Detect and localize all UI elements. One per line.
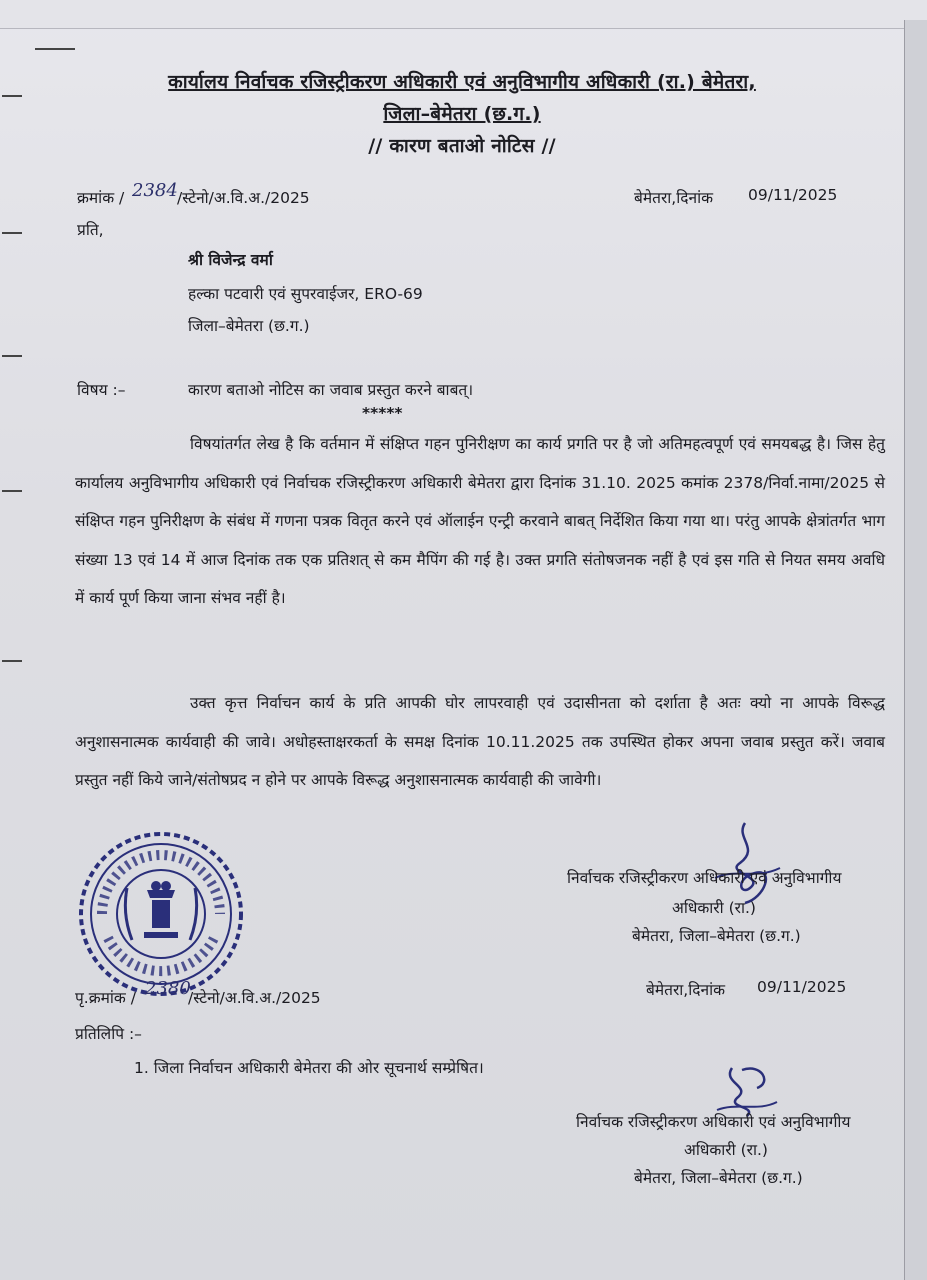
margin-mark (2, 232, 22, 234)
copy-label: प्रतिलिपि :– (75, 1025, 142, 1043)
copy-item-1: 1. जिला निर्वाचन अधिकारी बेमेतरा की ओर सूचनार्थ सम्प्रेषित। (134, 1059, 484, 1077)
subject-text: कारण बताओ नोटिस का जवाब प्रस्तुत करने बाबत्। (188, 381, 474, 399)
signature2-line2: अधिकारी (रा.) (684, 1141, 768, 1159)
margin-mark (35, 48, 75, 50)
copy-ref-number-handwritten: 2380 (145, 978, 191, 999)
signature2-line1: निर्वाचक रजिस्ट्रीकरण अधिकारी एवं अनुविभागीय (576, 1113, 851, 1131)
signature1-line1: निर्वाचक रजिस्ट्रीकरण अधिकारी एवं अनुविभागीय (567, 869, 842, 887)
office-seal (72, 828, 250, 1000)
body-paragraph-1: विषयांतर्गत लेख है कि वर्तमान में संक्षिप्त गहन पुनिरीक्षण का कार्य प्रगति पर है जो अतिमहत्वपूर्ण एवं समयबद्ध है। जिस हेतु कार्यालय अनुविभागीय अधिकारी एवं निर्वाचक रजिस्ट्रीकरण अधिकारी बेमेतरा द्वारा दिनांक 31.10. 2025 कमांक 2378/निर्वा.नामा/2025 से संक्षिप्त गहन पुनिरीक्षण के संबंध में गणना पत्रक वितृत करने एवं ऑलाईन एन्ट्री करवाने बाबत् निर्देशित किया गया था। परंतु आपके क्षेत्रांतर्गत भाग संख्या 13 एवं 14 में आज दिनांक तक एक प्रतिशत् से कम मैपिंग की गई है। उक्त प्रगति संतोषजनक नहीं है एवं इस गति से नियत समय अवधि में कार्य पूर्ण किया जाना संभव नहीं है। (75, 435, 885, 607)
office-district-heading: जिला–बेमेतरा (छ.ग.) (383, 103, 541, 125)
copy-ref-suffix: /स्टेनो/अ.वि.अ./2025 (188, 989, 321, 1007)
subject-stars: ***** (362, 404, 403, 422)
addressee-designation: हल्का पटवारी एवं सुपरवाईजर, ERO-69 (188, 285, 423, 303)
ref-date: 09/11/2025 (748, 186, 838, 204)
ref-date-label: बेमेतरा,दिनांक (634, 189, 714, 207)
margin-mark (2, 95, 22, 97)
signature1-line3: बेमेतरा, जिला–बेमेतरा (छ.ग.) (632, 927, 801, 945)
page-top-edge (0, 0, 927, 29)
signature2-line3: बेमेतरा, जिला–बेमेतरा (छ.ग.) (634, 1169, 803, 1187)
body-paragraph-2: उक्त कृत्त निर्वाचन कार्य के प्रति आपकी घोर लापरवाही एवं उदासीनता को दर्शाता है अतः क्यो ना आपके विरूद्ध अनुशासनात्मक कार्यवाही की जावे। अधोहस्ताक्षरकर्ता के समक्ष दिनांक 10.11.2025 तक उपस्थित होकर अपना जवाब प्रस्तुत करें। जवाब प्रस्तुत नहीं किये जाने/संतोषप्रद न होने पर आपके विरूद्ध अनुशासनात्मक कार्यवाही की जावेगी। (75, 694, 885, 789)
ref-label: क्रमांक / (77, 189, 125, 207)
subject-label: विषय :– (77, 381, 126, 399)
margin-mark (2, 355, 22, 357)
ref-number-handwritten: 2384 (132, 180, 178, 201)
margin-mark (2, 660, 22, 662)
to-label: प्रति, (77, 221, 104, 239)
margin-mark (2, 490, 22, 492)
copy-ref-date: 09/11/2025 (757, 978, 847, 996)
office-heading: कार्यालय निर्वाचक रजिस्ट्रीकरण अधिकारी एवं अनुविभागीय अधिकारी (रा.) बेमेतरा, (168, 71, 756, 93)
signature1-line2: अधिकारी (रा.) (672, 899, 756, 917)
copy-ref-label: पृ.क्रमांक / (75, 989, 136, 1007)
addressee-district: जिला–बेमेतरा (छ.ग.) (188, 317, 310, 335)
page-right-edge (904, 20, 927, 1280)
copy-ref-date-label: बेमेतरा,दिनांक (646, 981, 726, 999)
ref-suffix: /स्टेनो/अ.वि.अ./2025 (177, 189, 310, 207)
notice-title: // कारण बताओ नोटिस // (368, 135, 556, 157)
addressee-name: श्री विजेन्द्र वर्मा (188, 251, 273, 269)
